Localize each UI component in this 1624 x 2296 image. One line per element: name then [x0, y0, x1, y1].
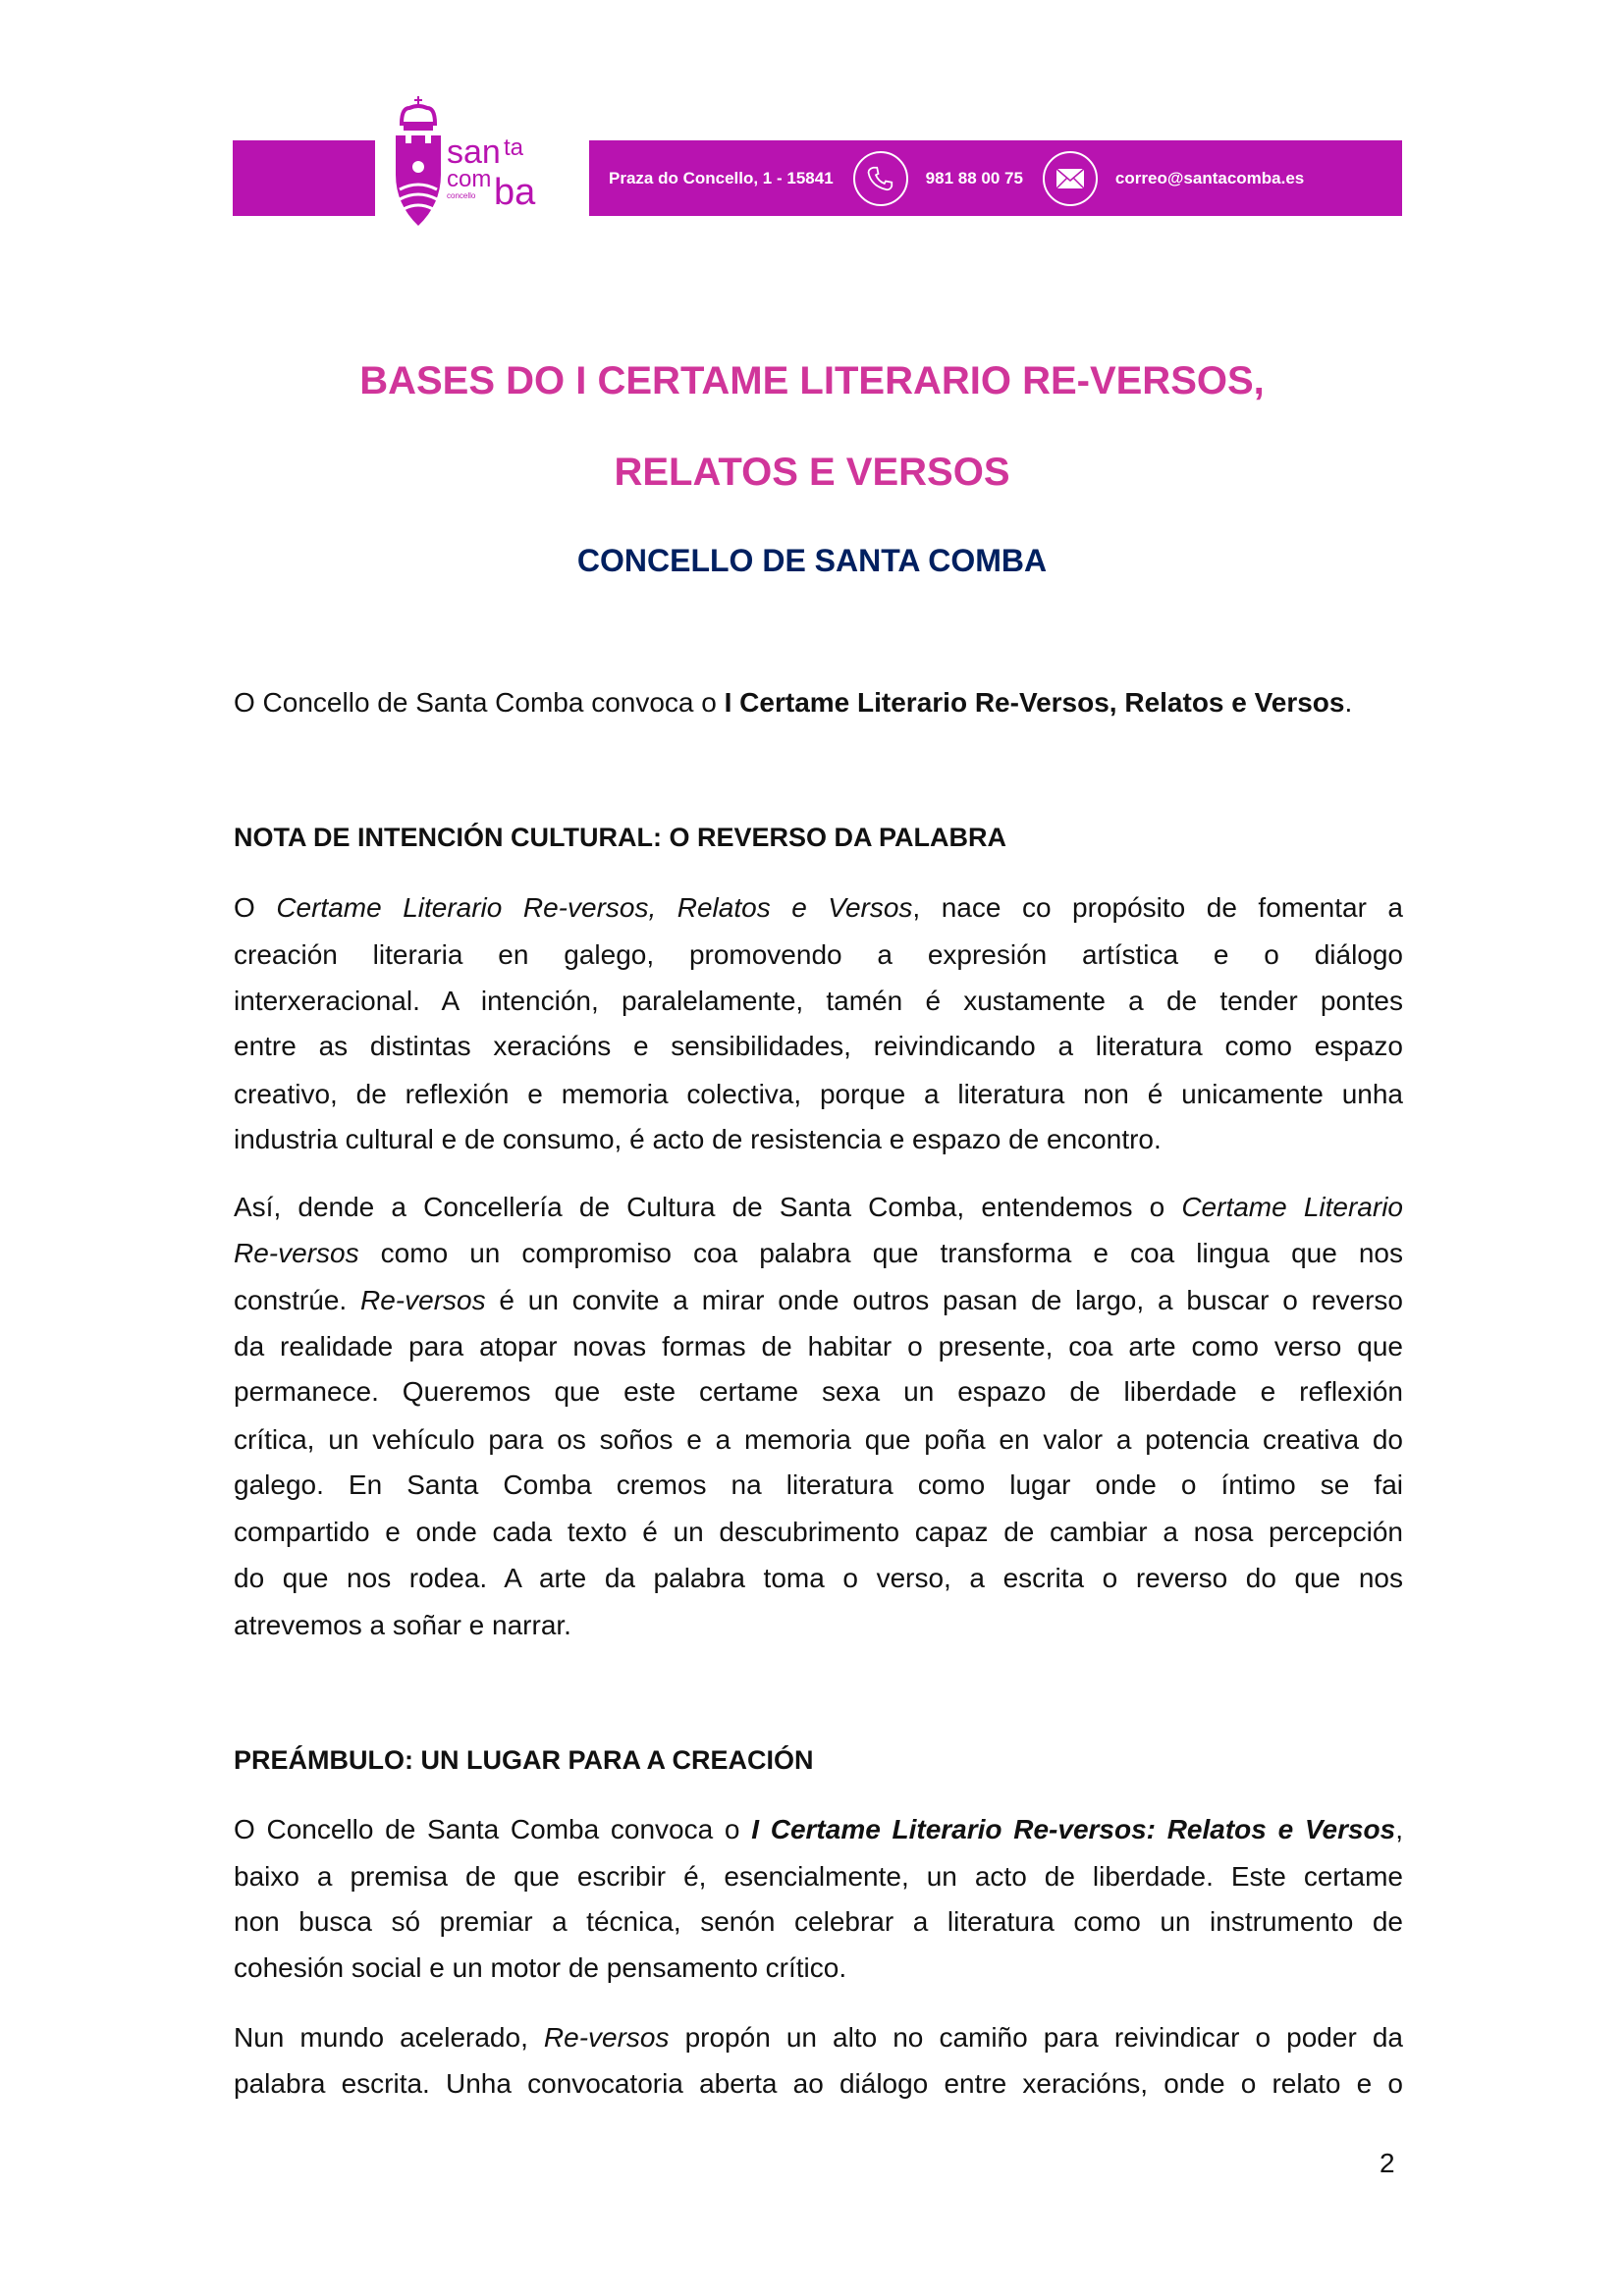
- text-run: da realidade para atopar novas formas de habitar o presente, coa arte como verso que: [234, 1331, 1403, 1362]
- section-heading: [234, 1737, 1403, 1784]
- svg-text:san: san: [447, 133, 501, 171]
- paragraph-line: [234, 1853, 1403, 1899]
- text-run: Re-versos: [234, 1238, 359, 1268]
- text-run: entre as distintas xeracións e sensibilidades, reivindicando a literatura como espazo: [234, 1031, 1403, 1061]
- paragraph-line: [234, 2060, 1403, 2107]
- text-run: como un compromiso coa palabra que transforma e coa lingua que nos: [358, 1238, 1403, 1268]
- header-contact-bar: [589, 140, 1402, 216]
- text-run: interxeracional. A intención, paralelamente, tamén é xustamente a de tender pontes: [234, 986, 1403, 1016]
- paragraph-line: [234, 1555, 1403, 1601]
- section-heading: [234, 815, 1403, 861]
- paragraph-line: [234, 1116, 1403, 1162]
- text-run: do que nos rodea. A arte da palabra toma o verso, a escrita o reverso do que nos: [234, 1563, 1403, 1593]
- header-bar-left: [233, 140, 375, 216]
- paragraph-line: [234, 1898, 1403, 1945]
- text-run: palabra escrita. Unha convocatoria aberta ao diálogo entre xeracións, onde o relato e o: [234, 2068, 1403, 2099]
- text-run: compartido e onde cada texto é un descubrimento capaz de cambiar a nosa percepción: [234, 1517, 1403, 1547]
- text-run: crítica, un vehículo para os soños e a memoria que poña en valor a potencia creativa do: [234, 1424, 1403, 1455]
- paragraph-line: [234, 679, 1403, 725]
- phone-icon: [853, 151, 908, 206]
- text-run: é un convite a mirar onde outros pasan de largo, a buscar o reverso: [485, 1285, 1403, 1315]
- paragraph-line: [234, 1023, 1403, 1069]
- text-run: .: [1344, 687, 1353, 718]
- text-run: Certame Literario: [1181, 1192, 1403, 1222]
- text-run: cohesión social e un motor de pensamento crítico.: [234, 1952, 847, 1983]
- email-link[interactable]: correo@santacomba.es: [1114, 168, 1305, 187]
- text-run: , nace co propósito de fomentar a: [912, 892, 1404, 923]
- paragraph-line: [234, 1416, 1403, 1463]
- text-run: NOTA DE INTENCIÓN CULTURAL: O REVERSO DA PALABRA: [234, 823, 1006, 852]
- paragraph-line: [234, 1602, 1403, 1648]
- text-run: Así, dende a Concellería de Cultura de Santa Comba, entendemos o: [234, 1192, 1182, 1222]
- paragraph-line: [234, 1184, 1403, 1230]
- text-run: constrúe.: [234, 1285, 360, 1315]
- paragraph-line: [234, 1462, 1403, 1508]
- paragraph-line: [234, 978, 1403, 1024]
- document-title-line1: BASES DO I CERTAME LITERARIO RE-VERSOS,: [359, 359, 1265, 402]
- text-run: Nun mundo acelerado,: [234, 2022, 544, 2053]
- santa-comba-logo: [396, 96, 568, 229]
- text-run: Certame Literario Re-versos, Relatos e Versos: [276, 892, 913, 923]
- envelope-icon: [1043, 151, 1098, 206]
- text-run: O: [234, 892, 277, 923]
- text-run: creativo, de reflexión e memoria colectiva, porque a literatura non é unicamente unha: [234, 1079, 1403, 1109]
- text-run: baixo a premisa de que escribir é, esencialmente, un acto de liberdade. Este certame: [234, 1861, 1403, 1892]
- text-run: permanece. Queremos que este certame sexa un espazo de liberdade e reflexión: [234, 1376, 1403, 1407]
- svg-text:concello: concello: [447, 191, 476, 200]
- text-run: O Concello de Santa Comba convoca o: [234, 1814, 752, 1844]
- paragraph-line: [234, 1230, 1403, 1276]
- text-run: PREÁMBULO: UN LUGAR PARA A CREACIÓN: [234, 1745, 814, 1775]
- paragraph-line: [234, 1071, 1403, 1117]
- text-run: ,: [1395, 1814, 1404, 1844]
- paragraph-line: [234, 1323, 1403, 1369]
- paragraph-line: [234, 884, 1403, 931]
- paragraph-line: [234, 1277, 1403, 1323]
- paragraph-line: [234, 2014, 1403, 2060]
- svg-text:com: com: [447, 166, 492, 192]
- text-run: propón un alto no camiño para reivindicar o poder da: [669, 2022, 1403, 2053]
- paragraph-line: [234, 1368, 1403, 1415]
- text-run: galego. En Santa Comba cremos na literatura como lugar onde o íntimo se fai: [234, 1469, 1403, 1500]
- document-title-line2: RELATOS E VERSOS: [614, 451, 1010, 494]
- text-run: I Certame Literario Re-Versos, Relatos e Versos: [724, 687, 1345, 718]
- svg-text:ba: ba: [494, 172, 536, 213]
- paragraph-line: [234, 932, 1403, 978]
- document-subtitle: CONCELLO DE SANTA COMBA: [576, 543, 1048, 578]
- phone-number[interactable]: 981 88 00 75: [925, 168, 1023, 187]
- svg-text:ta: ta: [504, 134, 524, 161]
- text-run: atrevemos a soñar e narrar.: [234, 1610, 571, 1640]
- paragraph-line: [234, 1945, 1403, 1991]
- text-run: Re-versos: [360, 1285, 486, 1315]
- text-run: O Concello de Santa Comba convoca o: [234, 687, 725, 718]
- text-run: non busca só premiar a técnica, senón celebrar a literatura como un instrumento de: [234, 1906, 1403, 1937]
- page-number: 2: [1380, 2148, 1395, 2178]
- text-run: industria cultural e de consumo, é acto de resistencia e espazo de encontro.: [234, 1124, 1162, 1154]
- text-run: Re-versos: [543, 2022, 670, 2053]
- text-run: creación literaria en galego, promovendo a expresión artística e o diálogo: [234, 939, 1403, 970]
- address: Praza do Concello, 1 - 15841: [609, 168, 834, 187]
- paragraph-line: [234, 1806, 1403, 1852]
- text-run: I Certame Literario Re-versos: Relatos e Versos: [751, 1814, 1396, 1844]
- paragraph-line: [234, 1509, 1403, 1555]
